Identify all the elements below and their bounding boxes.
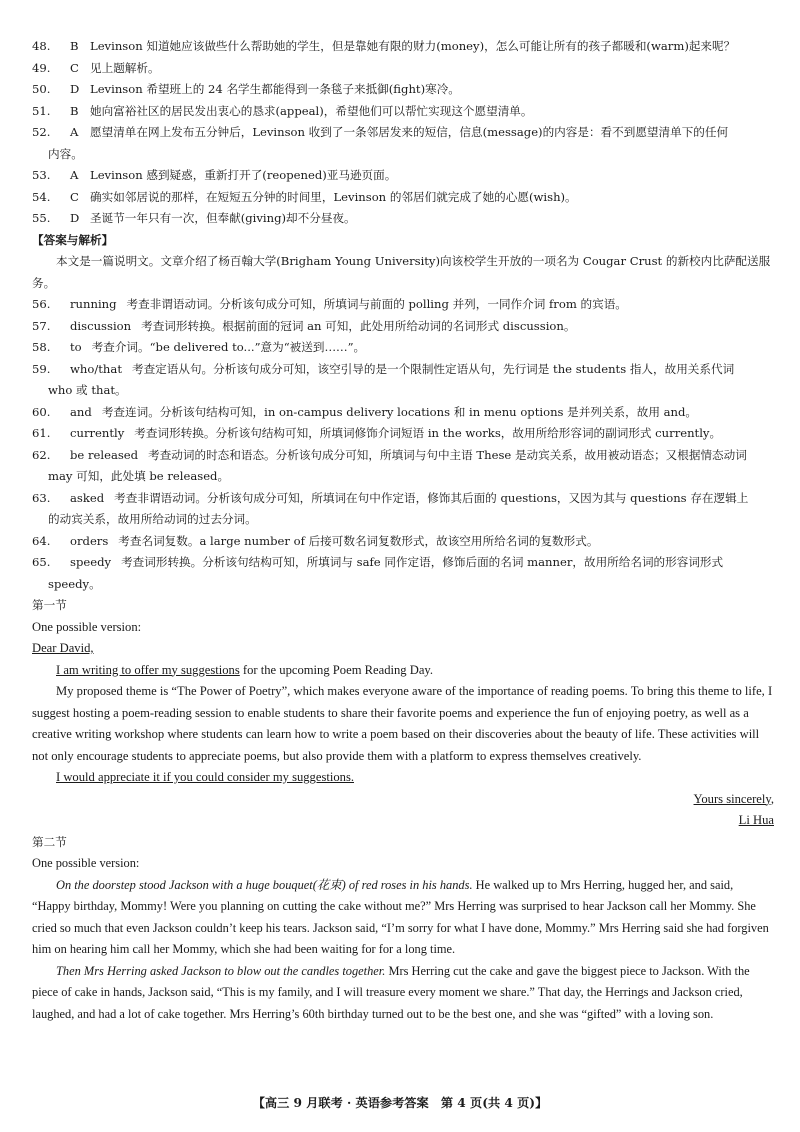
item-explanation: 圣诞节一年只有一次，但奉献(giving)却不分昼夜。 <box>90 211 356 225</box>
item-number: 50. <box>32 82 51 96</box>
item-number: 60. <box>32 404 51 419</box>
item-explanation: 考查非谓语动词。分析该句成分可知，所填词在句中作定语，修饰其后面的 questions，又因为其与 questions 存在逻辑上 <box>114 490 749 505</box>
given-opening-sentence: On the doorstep stood Jackson with a huge bouquet(花束) of red roses in his hands. <box>56 877 473 892</box>
letter-signature: Li Hua <box>738 813 774 827</box>
item-number: 49. <box>32 60 51 75</box>
item-answer: A <box>70 168 79 182</box>
answer-item-49 <box>32 58 774 80</box>
letter-paragraph-1 <box>32 660 774 682</box>
paragraph-text: Mrs Herring cut the cake and gave the biggest piece to Jackson. With the piece of cake in hands, Jackson said, “This is my family, and I will treasure every moment we share.” That day, the Herrings and Jackson cried, laughed, and had a lot of cake together. Mrs Herring’s 60th birthday turned out to be the best one, and she was “gifted” with a loving son. <box>32 963 750 1021</box>
story-paragraph-2 <box>32 961 774 1026</box>
answer-item-65 <box>32 552 774 574</box>
item-answer: A <box>70 125 79 139</box>
section-heading: 【答案与解析】 <box>32 232 114 247</box>
item-number: 59. <box>32 361 51 376</box>
answer-item-57 <box>32 316 774 338</box>
answer-item-55 <box>32 208 774 230</box>
passage-summary: 本文是一篇说明文。文章介绍了杨百翰大学(Brigham Young University)向该校学生开放的一项名为 Cougar Crust 的新校内比萨配送服务。 <box>32 254 771 290</box>
item-answer: who/that <box>70 361 122 376</box>
item-number: 57. <box>32 318 51 333</box>
item-number: 51. <box>32 103 51 118</box>
version-label: One possible version: <box>32 619 142 634</box>
item-number: 62. <box>32 447 51 462</box>
answer-item-50 <box>32 79 774 101</box>
item-answer: and <box>70 404 92 419</box>
answer-item-56 <box>32 294 774 316</box>
item-explanation: 考查词形转换。分析该句结构可知，所填词修饰介词短语 in the works，故用所给形容词的副词形式 currently。 <box>134 426 722 440</box>
answer-item-59-continued: who 或 that。 <box>48 383 127 397</box>
item-number: 65. <box>32 555 51 569</box>
answer-item-61 <box>32 423 774 445</box>
item-answer: asked <box>70 490 105 505</box>
item-number: 63. <box>32 490 51 505</box>
item-explanation: Levinson 感到疑惑，重新打开了(reopened)亚马逊页面。 <box>90 168 397 182</box>
item-answer: D <box>70 82 80 96</box>
answer-item-58 <box>32 337 774 359</box>
item-explanation: Levinson 希望班上的 24 名学生都能得到一条毯子来抵御(fight)寒冷。 <box>90 82 460 96</box>
section-title: 第一节 <box>32 598 67 612</box>
item-answer: discussion <box>70 318 132 333</box>
underlined-phrase: I am writing to offer my suggestions <box>56 662 240 677</box>
item-explanation: 确实如邻居说的那样，在短短五分钟的时间里，Levinson 的邻居们就完成了她的心愿(wish)。 <box>90 189 577 204</box>
item-number: 52. <box>32 125 51 139</box>
answer-item-60 <box>32 402 774 424</box>
page-footer: 【高三 9 月联考 · 英语参考答案 第 4 页(共 4 页)】 <box>252 1096 548 1110</box>
answer-item-48 <box>32 36 774 58</box>
cloze-answers <box>32 36 774 230</box>
answer-item-62 <box>32 445 774 467</box>
answer-item-63 <box>32 488 774 510</box>
item-number: 56. <box>32 297 51 311</box>
item-number: 48. <box>32 39 51 53</box>
item-answer: currently <box>70 426 125 440</box>
answer-item-52 <box>32 122 774 144</box>
answer-item-63-continued: 的动宾关系，故用所给动词的过去分词。 <box>48 512 257 526</box>
item-explanation: 考查词形转换。根据前面的冠词 an 可知，此处用所给动词的名词形式 discussion。 <box>141 318 576 333</box>
answer-item-65-continued: speedy。 <box>48 576 101 591</box>
paragraph-text: He walked up to Mrs Herring, hugged her, and said, “Happy birthday, Mommy! Were you planning on cutting the cake without me?” Mrs Herring was surprised to hear Jackson call her Mommy. She cried so much that even Jackson couldn’t keep his tears. Jackson said, “I’m sorry for what I have done, Mommy.” Mrs Herring said she had forgiven him on hearing him call her Mommy, which she had been waiting for for a long time. <box>32 877 769 956</box>
letter-salutation: Dear David, <box>32 641 94 655</box>
item-number: 58. <box>32 340 51 354</box>
item-explanation: 考查连词。分析该句结构可知，in on-campus delivery locations 和 in menu options 是并列关系，故用 and。 <box>101 404 697 419</box>
answer-item-59 <box>32 359 774 381</box>
item-number: 53. <box>32 168 51 182</box>
item-answer: C <box>70 60 79 75</box>
item-explanation: 考查介词。“be delivered to...”意为“被送到……”。 <box>91 340 366 354</box>
writing-section-one <box>32 595 774 832</box>
item-answer: B <box>70 103 79 118</box>
answer-item-64 <box>32 531 774 553</box>
item-answer: B <box>70 39 79 53</box>
item-number: 64. <box>32 533 51 548</box>
answer-item-62-continued: may 可知，此处填 be released。 <box>48 469 230 483</box>
paragraph-text: for the upcoming Poem Reading Day. <box>239 662 434 677</box>
answer-sheet-page <box>32 36 774 1025</box>
item-explanation: Levinson 知道她应该做些什么帮助她的学生，但是靠她有限的财力(money)，怎么可能让所有的孩子都暖和(warm)起来呢？ <box>90 39 736 53</box>
item-answer: C <box>70 189 79 204</box>
story-paragraph-1 <box>32 875 774 961</box>
given-opening-sentence: Then Mrs Herring asked Jackson to blow out the candles together. <box>56 963 386 978</box>
item-answer: be released <box>70 447 139 462</box>
grammar-answers <box>32 230 774 596</box>
answer-item-52-continued: 内容。 <box>48 146 83 161</box>
writing-section-two <box>32 832 774 1026</box>
item-answer: orders <box>70 533 109 548</box>
item-answer: to <box>70 340 82 354</box>
item-number: 54. <box>32 189 51 204</box>
item-answer: running <box>70 297 117 311</box>
item-explanation: 她向富裕社区的居民发出衷心的恳求(appeal)，希望他们可以帮忙实现这个愿望清单。 <box>90 103 533 118</box>
answer-item-51 <box>32 101 774 123</box>
item-explanation: 考查定语从句。分析该句成分可知，该空引导的是一个限制性定语从句，先行词是 the students 指人，故用关系代词 <box>131 361 735 376</box>
item-answer: speedy <box>70 555 112 569</box>
item-explanation: 见上题解析。 <box>90 60 160 75</box>
underlined-phrase: I would appreciate it if you could consider my suggestions. <box>56 770 354 784</box>
letter-closing: Yours sincerely, <box>693 791 774 806</box>
item-explanation: 考查名词复数。a large number of 后接可数名词复数形式，故该空用所给名词的复数形式。 <box>118 533 599 548</box>
version-label: One possible version: <box>32 856 140 870</box>
item-explanation: 考查词形转换。分析该句结构可知，所填词与 safe 同作定语，修饰后面的名词 manner，故用所给名词的形容词形式 <box>121 555 724 569</box>
letter-paragraph-3 <box>32 767 774 789</box>
item-number: 61. <box>32 426 51 440</box>
section-title: 第二节 <box>32 834 67 849</box>
item-explanation: 考查非谓语动词。分析该句成分可知，所填词与前面的 polling 并列，一同作介词 from 的宾语。 <box>126 297 627 311</box>
item-number: 55. <box>32 211 51 225</box>
item-explanation: 考查动词的时态和语态。分析该句成分可知，所填词与句中主语 These 是动宾关系，故用被动语态；又根据情态动词 <box>148 447 747 462</box>
answer-item-54 <box>32 187 774 209</box>
letter-paragraph-2: My proposed theme is “The Power of Poetry”, which makes everyone aware of the importance of reading poems. To bring this theme to life, I suggest hosting a poem-reading session to enable students to share their favorite poems and experience the fun of enjoying poetry, as well as a creative writing workshop where students can learn how to write a poem based on their discoveries about the beauty of life. These activities will not only encourage students to appreciate poems, but also provide them with a platform to express themselves creatively. <box>32 684 773 763</box>
item-explanation: 愿望清单在网上发布五分钟后，Levinson 收到了一条邻居发来的短信，信息(message)的内容是：看不到愿望清单下的任何 <box>90 125 729 139</box>
answer-item-53 <box>32 165 774 187</box>
item-answer: D <box>70 211 80 225</box>
